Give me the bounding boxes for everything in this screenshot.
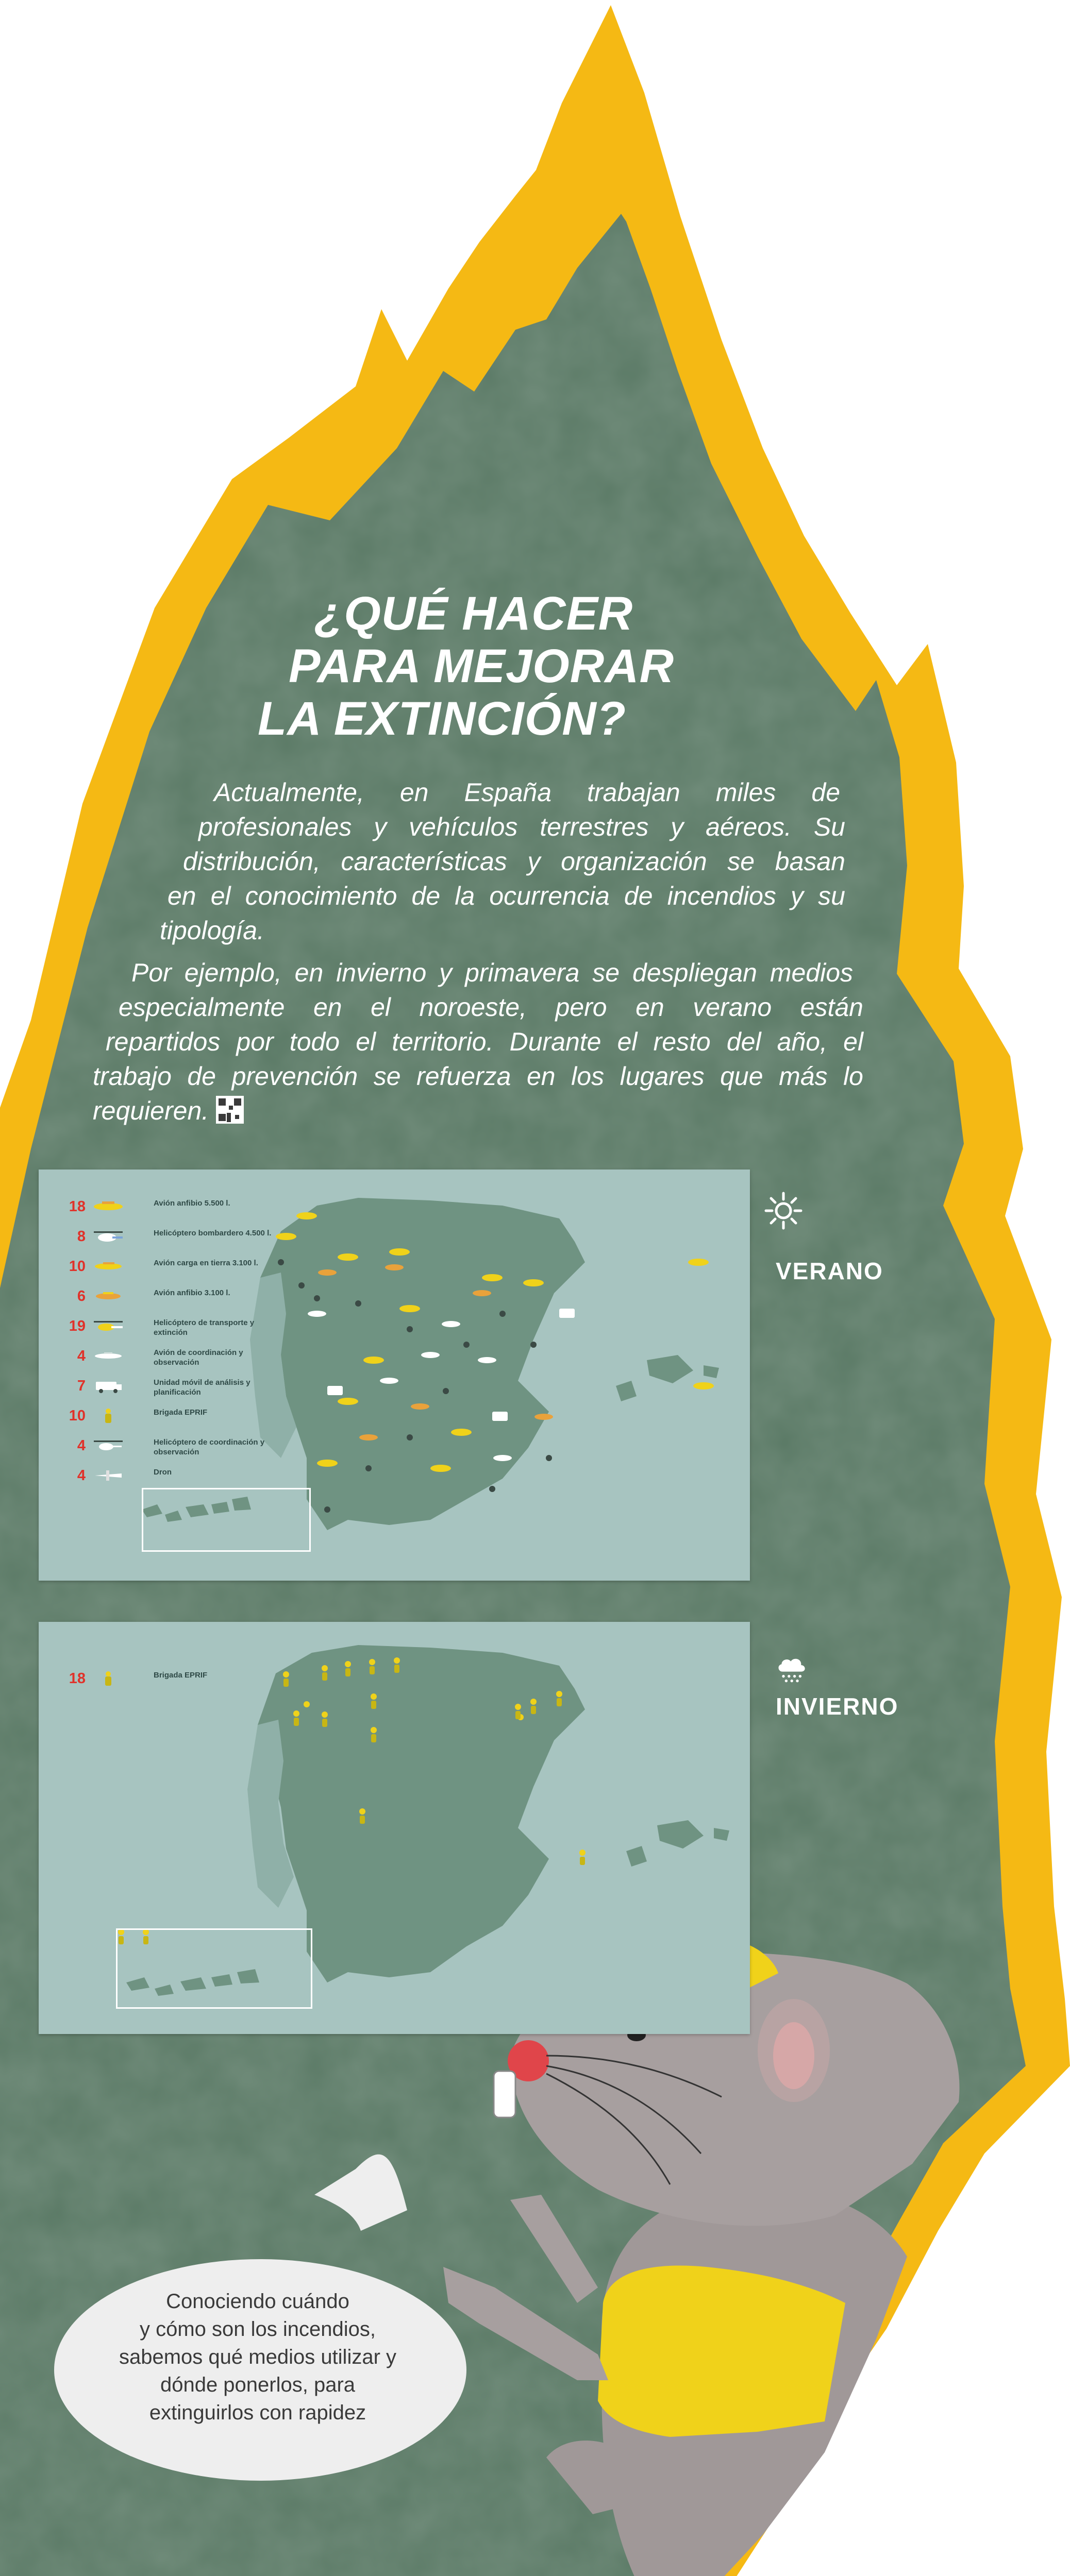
canary-islands-inset xyxy=(116,1928,312,2009)
legend-text: Dron xyxy=(154,1468,172,1477)
legend-row xyxy=(62,1375,289,1405)
legend-row xyxy=(62,1667,289,1698)
speech-line: y cómo son los incendios, xyxy=(139,2318,376,2341)
drone-icon xyxy=(92,1467,125,1484)
spain-land xyxy=(260,1198,585,1530)
legend-row xyxy=(62,1195,289,1226)
legend-count: 4 xyxy=(77,1348,86,1364)
bomber-helicopter-icon xyxy=(92,1228,125,1245)
intro-line: Actualmente, en España trabajan miles de xyxy=(214,778,840,807)
legend-text: Avión de coordinación y observación xyxy=(154,1348,243,1367)
summer-label: VERANO xyxy=(776,1258,883,1284)
speech-line: sabemos qué medios utilizar y xyxy=(119,2346,397,2368)
canary-islands-inset xyxy=(142,1488,311,1552)
mobile-unit-icon xyxy=(92,1378,125,1394)
legend-row xyxy=(62,1345,289,1376)
intro-line: en el conocimiento de la ocurrencia de incendios y su xyxy=(168,882,845,910)
legend-text: Brigada EPRIF xyxy=(154,1671,208,1680)
amphibious-plane-small-icon xyxy=(92,1288,125,1304)
example-line: trabajo de prevención se refuerza en los lugares que más lo xyxy=(93,1062,863,1091)
legend-row xyxy=(62,1255,289,1286)
example-line xyxy=(93,1094,871,1128)
legend-text: Avión carga en tierra 3.100 l. xyxy=(154,1259,258,1267)
sun-icon xyxy=(763,1190,804,1231)
page-title xyxy=(0,587,722,745)
example-paragraph xyxy=(88,956,871,1128)
speech-line: dónde ponerlos, para xyxy=(160,2374,356,2396)
intro-line: distribución, características y organización se basan xyxy=(183,847,845,876)
qr-code-icon[interactable] xyxy=(216,1096,244,1124)
example-line: repartidos por todo el territorio. Durante el resto del año, el xyxy=(106,1027,863,1056)
legend-count: 19 xyxy=(69,1318,86,1334)
intro-line: profesionales y vehículos terrestres y aéreos. Su xyxy=(198,812,845,841)
legend-count: 6 xyxy=(77,1288,86,1304)
legend-row xyxy=(62,1225,289,1256)
legend-row xyxy=(62,1434,289,1465)
coordination-plane-icon xyxy=(92,1348,125,1364)
legend-count: 4 xyxy=(77,1467,86,1484)
legend-row xyxy=(62,1404,289,1435)
winter-label: INVIERNO xyxy=(776,1693,899,1720)
legend-text: Helicóptero de transporte y extinción xyxy=(154,1318,255,1337)
legend-count: 18 xyxy=(69,1198,86,1215)
intro-line: tipología. xyxy=(160,916,264,945)
speech-line: Conociendo cuándo xyxy=(166,2290,349,2313)
winter-map-card xyxy=(39,1622,750,2034)
title-line-2: PARA MEJORAR xyxy=(289,640,675,692)
transport-helicopter-icon xyxy=(92,1318,125,1334)
legend-text: Brigada EPRIF xyxy=(154,1408,208,1417)
cloud-rain-icon xyxy=(774,1651,811,1688)
legend-count: 18 xyxy=(69,1670,86,1687)
legend-count: 10 xyxy=(69,1408,86,1424)
eprif-brigade-icon xyxy=(92,1408,125,1424)
legend-count: 4 xyxy=(77,1437,86,1454)
legend-text: Helicóptero bombardero 4.500 l. xyxy=(154,1229,272,1238)
legend-count: 7 xyxy=(77,1378,86,1394)
legend-row xyxy=(62,1285,289,1316)
legend-row xyxy=(62,1315,289,1346)
speech-line: extinguirlos con rapidez xyxy=(149,2401,366,2424)
legend-count: 8 xyxy=(77,1228,86,1245)
intro-paragraph xyxy=(160,775,845,948)
eprif-brigade-icon xyxy=(92,1670,125,1687)
example-line: Por ejemplo, en invierno y primavera se despliegan medios xyxy=(131,958,853,987)
legend-text: Avión anfibio 3.100 l. xyxy=(154,1289,230,1297)
summer-map-card xyxy=(39,1170,750,1581)
title-line-3: LA EXTINCIÓN? xyxy=(258,692,626,745)
title-line-1: ¿QUÉ HACER xyxy=(314,587,633,640)
example-line-end: requieren. xyxy=(93,1096,209,1125)
legend-text: Avión anfibio 5.500 l. xyxy=(154,1199,230,1208)
example-line: especialmente en el noroeste, pero en verano están xyxy=(119,993,863,1022)
legend-text: Helicóptero de coordinación y observación xyxy=(154,1438,265,1456)
coordination-helicopter-icon xyxy=(92,1437,125,1454)
legend-count: 10 xyxy=(69,1258,86,1275)
cargo-plane-icon xyxy=(92,1258,125,1275)
amphibious-plane-icon xyxy=(92,1198,125,1215)
legend-text: Unidad móvil de análisis y planificación xyxy=(154,1378,250,1397)
speech-bubble-text xyxy=(103,2287,412,2427)
